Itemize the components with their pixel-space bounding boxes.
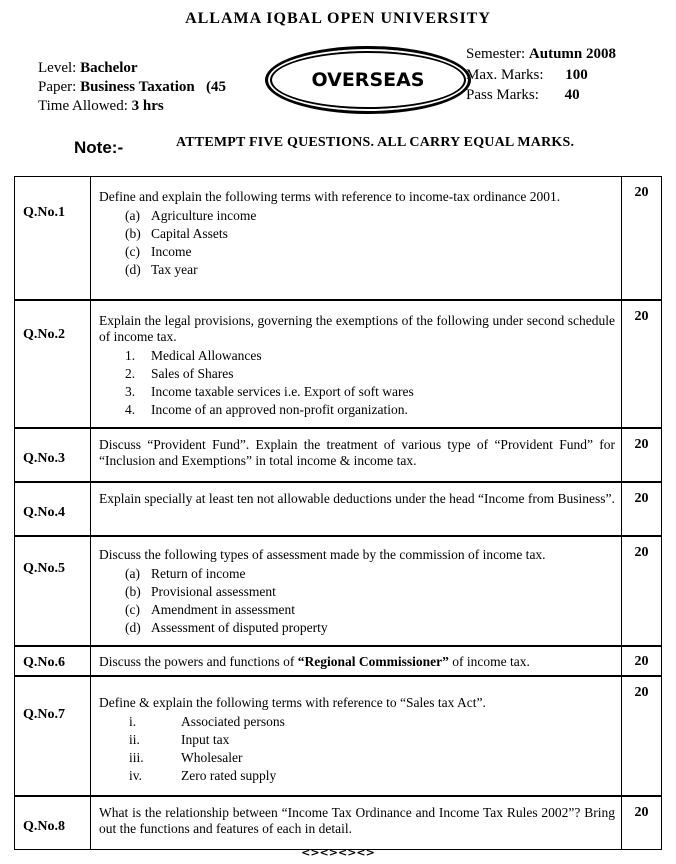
question-number-cell xyxy=(15,797,91,849)
note-text: ATTEMPT FIVE QUESTIONS. ALL CARRY EQUAL MARKS. xyxy=(176,135,575,150)
question-number: Q.No.6 xyxy=(23,655,65,670)
time-label: Time Allowed: xyxy=(38,98,128,114)
question-text: Discuss the powers and functions of “Regional Commissioner” of income tax. xyxy=(99,654,530,669)
question-text: Discuss “Provident Fund”. Explain the treatment of various type of “Provident Fund” for “Inclusion and Exemptions” in total income & income tax. xyxy=(99,437,615,468)
pass-marks-label: Pass Marks: xyxy=(466,87,539,103)
question-body xyxy=(99,537,615,645)
list-item: 4. Income of an approved non-profit organization. xyxy=(125,402,408,417)
question-number: Q.No.2 xyxy=(23,327,65,342)
pass-marks-value: 40 xyxy=(564,87,580,103)
list-item: ii. Input tax xyxy=(129,732,230,747)
marks-cell xyxy=(621,677,661,795)
marks-cell xyxy=(621,177,661,299)
semester-value: Autumn 2008 xyxy=(528,46,617,62)
overseas-stamp: OVERSEAS xyxy=(265,46,471,114)
marks-value: 20 xyxy=(634,654,649,669)
question-body xyxy=(99,797,615,849)
question-number: Q.No.1 xyxy=(23,205,65,220)
marks-cell xyxy=(621,429,661,481)
list-item: (d) Tax year xyxy=(125,262,198,277)
marks-value: 20 xyxy=(634,437,649,452)
paper-label: Paper: xyxy=(38,79,77,95)
list-item: (a) Agriculture income xyxy=(125,208,257,223)
university-title: ALLAMA IQBAL OPEN UNIVERSITY xyxy=(185,10,491,27)
question-body xyxy=(99,429,615,481)
marks-value: 20 xyxy=(634,685,649,700)
semester-line xyxy=(466,45,616,64)
question-body xyxy=(99,301,615,427)
question-row xyxy=(14,796,662,850)
max-marks-line xyxy=(466,66,588,85)
marks-cell xyxy=(621,483,661,535)
question-row xyxy=(14,646,662,676)
question-number-cell xyxy=(15,301,91,427)
marks-cell xyxy=(621,797,661,849)
list-item: (b) Capital Assets xyxy=(125,226,228,241)
paper-code: (45 xyxy=(205,79,226,95)
question-row xyxy=(14,300,662,428)
question-body xyxy=(99,647,615,675)
questions-table xyxy=(14,176,662,856)
question-text: What is the relationship between “Income Tax Ordinance and Income Tax Rules 2002”? Bring out the functions and features of each in detail. xyxy=(99,805,615,836)
question-row xyxy=(14,428,662,482)
marks-value: 20 xyxy=(634,805,649,820)
question-number-cell xyxy=(15,429,91,481)
max-marks-label: Max. Marks: xyxy=(466,67,544,83)
question-number-cell xyxy=(15,677,91,795)
question-body xyxy=(99,677,615,795)
question-items xyxy=(125,565,615,637)
list-item: iii. Wholesaler xyxy=(129,750,243,765)
question-number-cell xyxy=(15,177,91,299)
marks-value: 20 xyxy=(634,185,649,200)
level-label: Level: xyxy=(38,60,77,76)
question-row xyxy=(14,176,662,300)
list-item: (b) Provisional assessment xyxy=(125,584,276,599)
question-number: Q.No.5 xyxy=(23,561,65,576)
list-item: 2. Sales of Shares xyxy=(125,366,234,381)
question-number-cell xyxy=(15,537,91,645)
question-number: Q.No.8 xyxy=(23,819,65,834)
question-text: Define & explain the following terms with reference to “Sales tax Act”. xyxy=(99,695,486,710)
question-number: Q.No.3 xyxy=(23,451,65,466)
marks-cell xyxy=(621,301,661,427)
question-row xyxy=(14,676,662,796)
question-body xyxy=(99,177,615,299)
marks-cell xyxy=(621,647,661,675)
level-line xyxy=(38,59,138,78)
marks-value: 20 xyxy=(634,309,649,324)
list-item: 3. Income taxable services i.e. Export of soft wares xyxy=(125,384,414,399)
paper-value: Business Taxation xyxy=(80,79,195,95)
pass-marks-line xyxy=(466,86,580,105)
semester-label: Semester: xyxy=(466,46,526,62)
marks-value: 20 xyxy=(634,491,649,506)
question-row xyxy=(14,536,662,646)
question-number: Q.No.4 xyxy=(23,505,65,520)
question-number-cell xyxy=(15,483,91,535)
question-items xyxy=(129,713,615,785)
marks-cell xyxy=(621,537,661,645)
list-item: (d) Assessment of disputed property xyxy=(125,620,328,635)
question-body xyxy=(99,483,615,535)
time-value: 3 hrs xyxy=(131,98,164,114)
level-value: Bachelor xyxy=(80,60,138,76)
time-line xyxy=(38,97,164,116)
note-label: Note:- xyxy=(74,138,124,157)
question-text: Explain specially at least ten not allowable deductions under the head “Income from Business”. xyxy=(99,491,615,506)
question-items xyxy=(125,347,615,419)
list-item: (c) Amendment in assessment xyxy=(125,602,295,617)
list-item: i. Associated persons xyxy=(129,714,285,729)
marks-value: 20 xyxy=(634,545,649,560)
list-item: iv. Zero rated supply xyxy=(129,768,277,783)
list-item: (c) Income xyxy=(125,244,192,259)
list-item: (a) Return of income xyxy=(125,566,246,581)
max-marks-value: 100 xyxy=(565,67,588,83)
question-text: Define and explain the following terms with reference to income-tax ordinance 2001. xyxy=(99,189,561,204)
question-text: Explain the legal provisions, governing the exemptions of the following under second schedule of income tax. xyxy=(99,313,615,344)
end-marker: <><><><> xyxy=(301,846,375,859)
question-number: Q.No.7 xyxy=(23,707,65,722)
question-text: Discuss the following types of assessment made by the commission of income tax. xyxy=(99,547,546,562)
question-items xyxy=(125,207,615,279)
question-row xyxy=(14,482,662,536)
question-number-cell xyxy=(15,647,91,675)
paper-line xyxy=(38,78,226,97)
list-item: 1. Medical Allowances xyxy=(125,348,262,363)
